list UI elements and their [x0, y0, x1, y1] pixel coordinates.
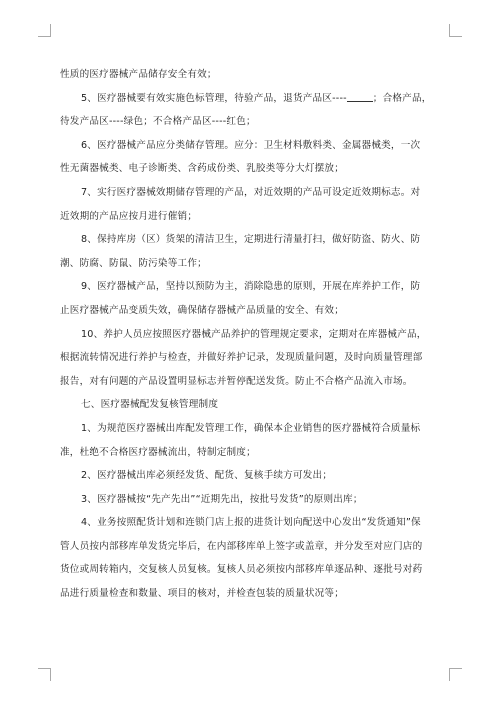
text-line — [60, 464, 445, 488]
text-line-content: 止医疗器械产品变质失效，确保储存器械产品质量的安全、有效； — [60, 304, 345, 316]
text-line — [60, 346, 445, 370]
text-line — [60, 393, 445, 417]
text-line — [60, 87, 445, 111]
text-line-content: 货位或周转箱内，交复核人员复核。复核人员必须按内部移库单逐品种、逐批号对药 — [60, 564, 423, 576]
text-line — [60, 252, 445, 276]
text-line — [60, 558, 445, 582]
text-line-content: 性无菌器械类、电子诊断类、含药成份类、乳胶类等分大灯摆放； — [60, 163, 345, 175]
text-line-content: 根据流转情况进行养护与检查，并做好养护记录，发现质量问题，及时向质量管理部 — [60, 352, 423, 364]
text-line-content: 6、医疗器械产品应分类储存管理。应分：卫生材料敷料类、金属器械类，一次 — [81, 139, 421, 151]
text-line-content: 报告，对有问题的产品设置明显标志并暂停配送发货。防止不合格产品流入市场。 — [60, 375, 413, 387]
text-line — [60, 181, 445, 205]
text-line — [60, 275, 445, 299]
text-line-content: 准，杜绝不合格医疗器械流出，特制定制度； — [60, 446, 256, 458]
text-line-content-after: ；合格产品， — [372, 92, 432, 104]
text-line — [60, 582, 445, 606]
text-line-content: 七、医疗器械配发复核管理制度 — [81, 399, 219, 411]
crop-mark-bottom-left — [38, 668, 51, 681]
text-line-content: 3、医疗器械按“先产先出”“近期先出，按批号发货”的原则出库； — [81, 493, 363, 505]
fill-in-blank — [347, 92, 373, 102]
text-line-content: 5、医疗器械要有效实施色标管理，待验产品，退货产品区---- — [81, 92, 347, 104]
text-line — [60, 417, 445, 441]
text-line — [60, 299, 445, 323]
text-line — [60, 157, 445, 181]
text-line-content: 9、医疗器械产品，坚持以预防为主，消除隐患的原则，开展在库养护工作，防 — [81, 281, 421, 293]
crop-mark-top-left — [38, 24, 51, 37]
text-line-content: 待发产品区----绿色；不合格产品区----红色； — [60, 116, 256, 128]
text-line-content: 4、业务按照配货计划和连锁门店上报的进货计划向配送中心发出“发货通知”保 — [81, 517, 421, 529]
text-line — [60, 535, 445, 559]
text-line-content: 1、为规范医疗器械出库配发管理工作，确保本企业销售的医疗器械符合质量标 — [81, 422, 421, 434]
text-line-content: 品进行质量检查和数量、项目的核对，并检查包装的质量状况等； — [60, 588, 345, 600]
document-body — [60, 63, 445, 606]
text-line-content: 性质的医疗器械产品储存安全有效； — [60, 69, 217, 80]
text-line-content: 近效期的产品应按月进行催销； — [60, 210, 198, 222]
text-line — [60, 134, 445, 158]
text-line-content: 10、养护人员应按照医疗器械产品养护的管理规定要求，定期对在库器械产品， — [81, 328, 427, 340]
text-line — [60, 488, 445, 512]
crop-mark-top-right — [449, 24, 462, 37]
crop-mark-bottom-right — [449, 668, 462, 681]
text-line-content: 2、医疗器械出库必须经发货、配货、复核手续方可发出； — [81, 470, 333, 482]
text-line — [60, 323, 445, 347]
text-line-content: 7、实行医疗器械效期储存管理的产品，对近效期的产品可设定近效期标志。对 — [81, 186, 421, 198]
text-line — [60, 205, 445, 229]
text-line — [60, 228, 445, 252]
text-line-content: 8、保持库房（区）货架的清洁卫生，定期进行清量打扫，做好防盗、防火、防 — [81, 234, 421, 246]
text-line — [60, 110, 445, 134]
text-line — [60, 63, 445, 87]
text-line — [60, 441, 445, 465]
text-line-content: 管人员按内部移库单发货完毕后，在内部移库单上签字或盖章，并分发至对应门店的 — [60, 540, 423, 552]
text-line-content: 潮、防腐、防鼠、防污染等工作； — [60, 257, 207, 269]
text-line — [60, 370, 445, 394]
text-line — [60, 511, 445, 535]
